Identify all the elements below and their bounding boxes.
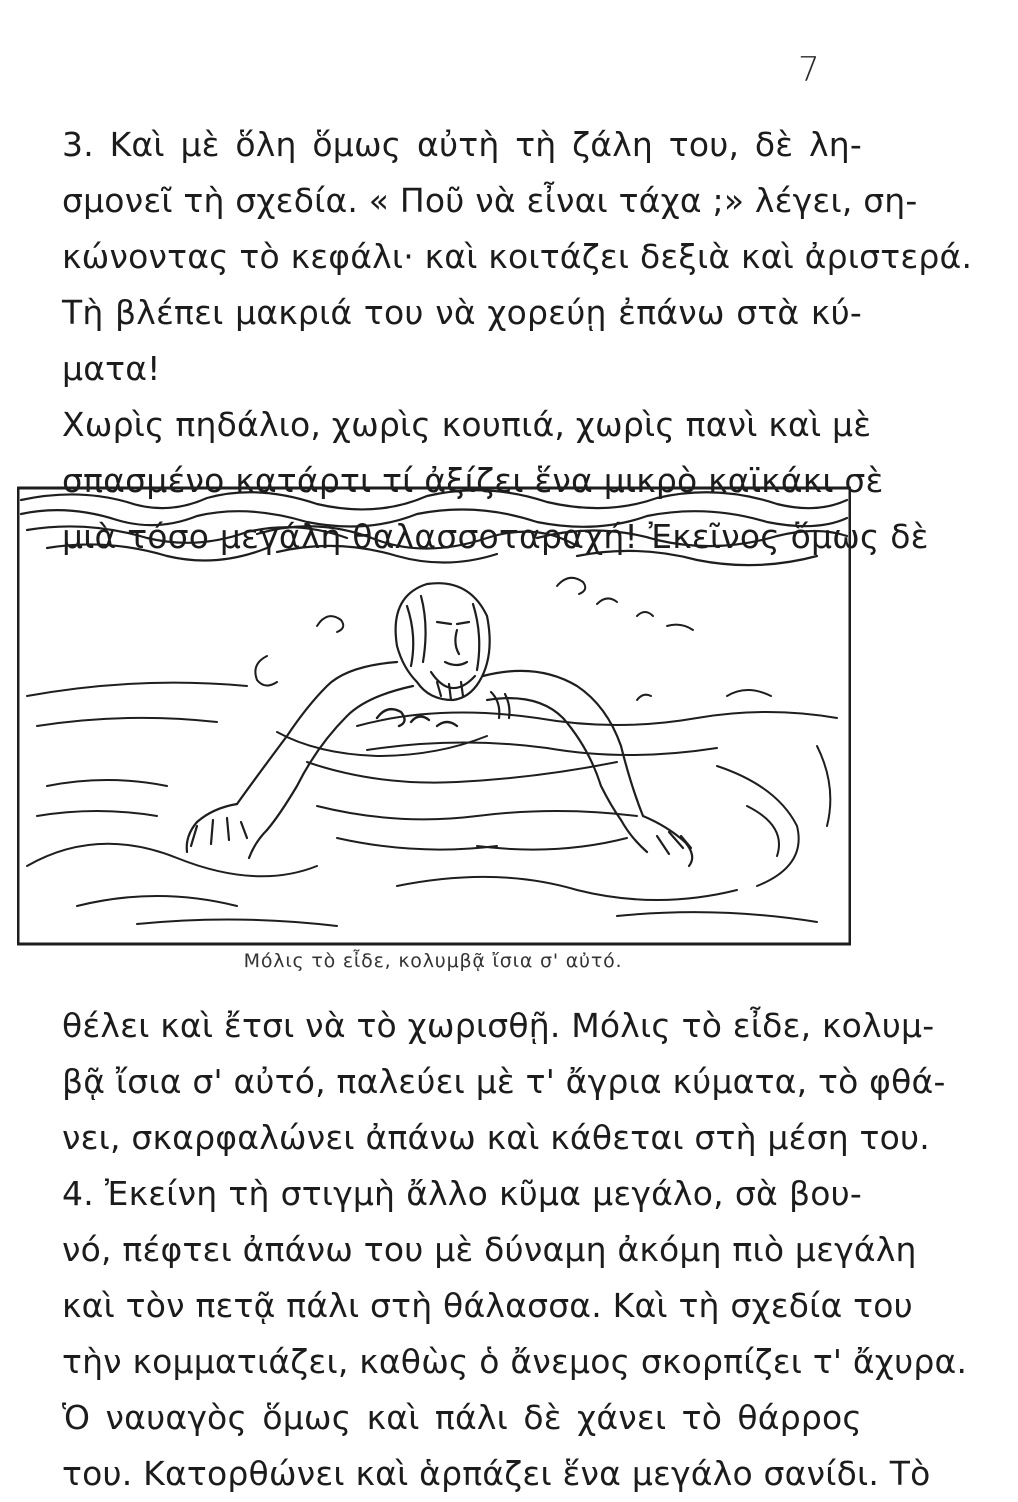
text-line: Ὁ ναυαγὸς ὅμως καὶ πάλι δὲ χάνει τὸ θάρρος <box>62 1398 862 1437</box>
text-line: βᾷ ἴσια σ' αὐτό, παλεύει μὲ τ' ἄγρια κύματα, τὸ φθά- <box>62 1062 946 1101</box>
illustration-frame <box>18 488 850 944</box>
text-line: τὴν κομματιάζει, καθὼς ὁ ἄνεμος σκορπίζει τ' ἄχυρα. <box>62 1342 968 1381</box>
text-line: 4. Ἐκείνη τὴ στιγμὴ ἄλλο κῦμα μεγάλο, σὰ βου- <box>62 1174 862 1213</box>
text-line: θέλει καὶ ἔτσι νὰ τὸ χωρισθῇ. Μόλις τὸ εἶδε, κολυμ- <box>62 1006 935 1045</box>
text-line: σπασμένο κατάρτι τί ἀξίζει ἕνα μικρὸ καϊκάκι σὲ <box>62 461 884 500</box>
bottom-paragraphs <box>62 998 968 1502</box>
water-lines <box>27 683 837 926</box>
text-line: σμονεῖ τὴ σχεδία. « Ποῦ νὰ εἶναι τάχα ;» λέγει, ση- <box>62 181 918 220</box>
text-line: ματα! <box>62 349 161 388</box>
top-waves <box>21 490 847 565</box>
text-line: καὶ τὸν πετᾷ πάλι στὴ θάλασσα. Καὶ τὴ σχεδία του <box>62 1286 913 1325</box>
text-line: μιὰ τόσο μεγάλη θαλασσοταραχή! Ἐκεῖνος ὅμως δὲ <box>62 517 929 556</box>
text-line: 3. Καὶ μὲ ὅλη ὅμως αὐτὴ τὴ ζάλη του, δὲ λη- <box>62 125 862 164</box>
text-line: του. Κατορθώνει καὶ ἁρπάζει ἕνα μεγάλο σανίδι. Τὸ <box>62 1454 931 1493</box>
swimmer-illustration <box>17 486 851 946</box>
text-line: κώνοντας τὸ κεφάλι· καὶ κοιτάζει δεξιὰ καὶ ἀριστερά. <box>62 237 973 276</box>
foam <box>377 709 457 726</box>
text-line: νει, σκαρφαλώνει ἀπάνω καὶ κάθεται στὴ μέση του. <box>62 1118 930 1157</box>
swimmer-head <box>396 583 490 700</box>
text-line: Χωρὶς πηδάλιο, χωρὶς κουπιά, χωρὶς πανὶ καὶ μὲ <box>62 405 872 444</box>
illustration-caption: Μόλις τὸ εἶδε, κολυμβᾷ ἴσια σ' αὐτό. <box>243 950 623 972</box>
page-number: 7 <box>798 50 820 90</box>
text-line: νό, πέφτει ἀπάνω του μὲ δύναμη ἀκόμη πιὸ μεγάλη <box>62 1230 917 1269</box>
text-line: Τὴ βλέπει μακριά του νὰ χορεύῃ ἐπάνω στὰ κύ- <box>62 293 862 332</box>
